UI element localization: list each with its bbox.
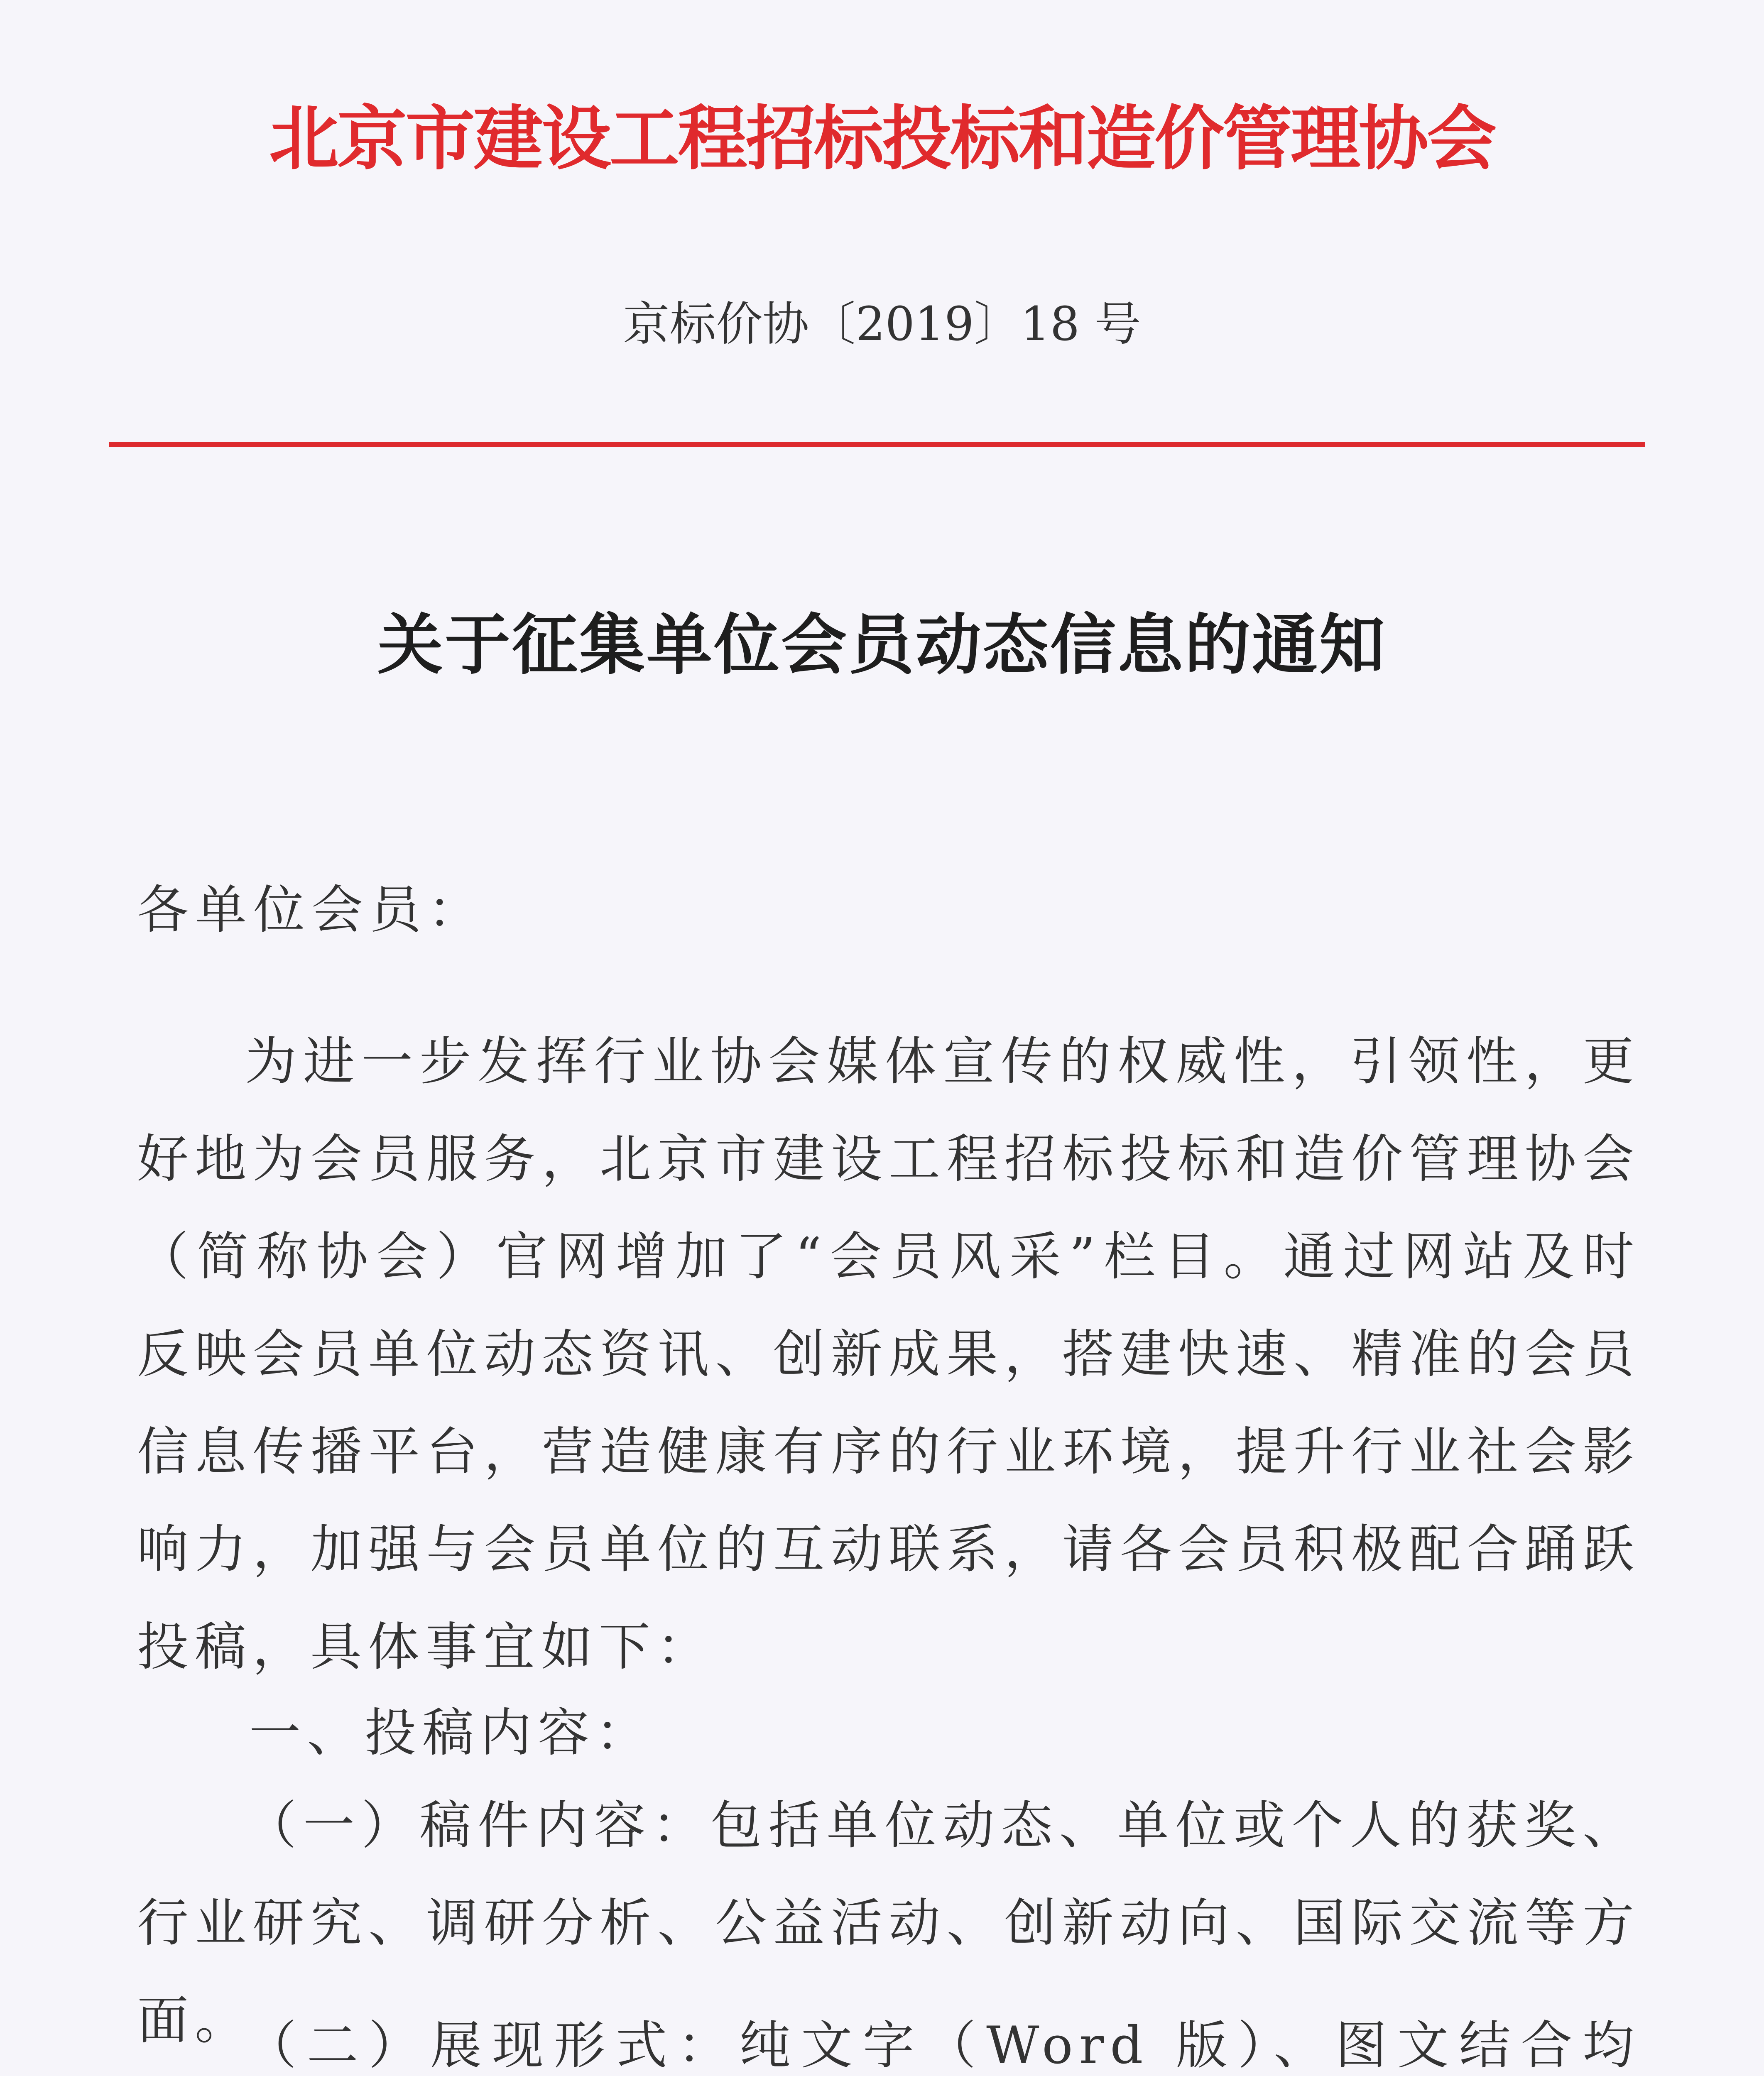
section-1-item-2: （二）展现形式：纯文字（Word 版）、图文结合均 (245, 2016, 1640, 2076)
section-1-heading: 一、投稿内容： (249, 1703, 654, 1763)
notice-title: 关于征集单位会员动态信息的通知 (377, 607, 1387, 683)
salutation: 各单位会员： (137, 880, 486, 940)
intro-paragraph: 为进一步发挥行业协会媒体宣传的权威性，引领性，更好地为会员服务，北京市建设工程招标投标和造价管理协会（简称协会）官网增加了“会员风采”栏目。通过网站及时反映会员单位动态资讯、创新成果，搭建快速、精准的会员信息传播平台，营造健康有序的行业环境，提升行业社会影响力，加强与会员单位的互动联系，请各会员积极配合踊跃投稿，具体事宜如下： (137, 1032, 1640, 1677)
organization-header: 北京市建设工程招标投标和造价管理协会 (269, 98, 1495, 179)
red-separator-line (109, 442, 1645, 447)
section-1-item-1: （一）稿件内容：包括单位动态、单位或个人的获奖、行业研究、调研分析、公益活动、创新动向、国际交流等方面。 (137, 1796, 1640, 2051)
document-number: 京标价协〔2019〕18 号 (623, 297, 1141, 351)
